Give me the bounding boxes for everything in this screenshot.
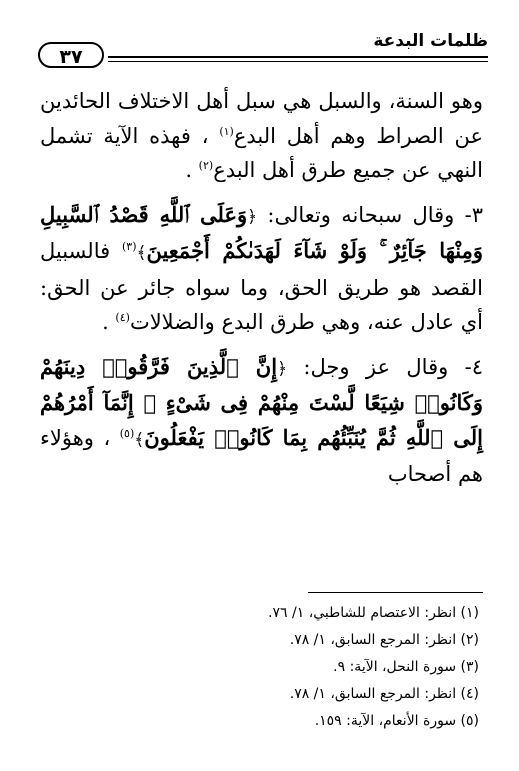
footnote-4: (٤) انظر: المرجع السابق، ١/ ٧٨. (289, 686, 479, 702)
quran-bracket-close: ﴾ (136, 243, 147, 263)
main-text (40, 84, 483, 492)
paragraph-3-intro: ٤- وقال عز وجل: (287, 354, 484, 379)
footnote-2: (٢) انظر: المرجع السابق، ١/ ٧٨. (289, 632, 479, 648)
footnote-1: (١) انظر: الاعتصام للشاطبي، ١/ ٧٦. (268, 605, 479, 621)
paragraph-2-end: . (102, 310, 116, 334)
footnote-separator (308, 592, 483, 593)
paragraph-1-end: . (185, 158, 199, 182)
header-rule-thin (108, 61, 488, 62)
paragraph-1-mid: ، فهذه الآية تشمل النهي عن جميع طرق أهل البدع (40, 123, 483, 182)
footnote-ref-3: (٣) (121, 240, 137, 253)
footnote-ref-4: (٤) (115, 311, 130, 324)
paragraph-1-text: وهو السنة، والسبل هي سبل أهل الاختلاف الحائدين عن الصراط وهم أهل البدع (40, 89, 483, 148)
header-rule (108, 56, 488, 58)
quran-bracket-close-2: ﴾ (134, 429, 145, 450)
paragraph-2-intro: ٣- وقال سبحانه وتعالى: (257, 202, 483, 227)
paragraph-3 (40, 350, 483, 492)
paragraph-2 (40, 198, 483, 340)
footnote-ref-5: (٥) (119, 426, 135, 440)
footnote-ref-2: (٢) (198, 159, 214, 172)
running-header (32, 30, 488, 70)
paragraph-2-rest: فالسبيل القصد هو طريق الحق، وما سواه جائر عن الحق: أي عادل عنه، وهي طرق البدع والضلالات (40, 239, 483, 334)
footnote-5: (٥) سورة الأنعام، الآية: ١٥٩. (314, 713, 479, 729)
footnote-3: (٣) سورة النحل، الآية: ٩. (333, 659, 479, 675)
footnote-ref-1: (١) (219, 124, 234, 138)
footnotes (39, 600, 479, 735)
running-title: ظلمات البدعة (373, 31, 488, 51)
quran-bracket-open: ﴿ (247, 206, 258, 227)
page-number: ٣٧ (38, 42, 104, 68)
quran-verse-1: وَعَلَى ٱللَّهِ قَصْدُ ٱلسَّبِيلِ وَمِنْهَا جَآئِرٌ ۚ وَلَوْ شَآءَ لَهَدَىٰكُمْ أَجْمَعِينَ (40, 201, 484, 263)
quran-bracket-open-2: ﴿ (277, 358, 288, 379)
paragraph-3-rest: ، وهؤلاء هم أصحاب (40, 425, 483, 486)
paragraph-1 (40, 84, 483, 188)
quran-verse-2: إِنَّ ٱلَّذِينَ فَرَّقُوا۟ دِينَهُمْ وَكَانُوا۟ شِيَعًا لَّسْتَ مِنْهُمْ فِى شَىْءٍ ۚ إِنَّمَآ أَمْرُهُمْ إِلَى ٱللَّهِ ثُمَّ يُنَبِّئُهُم بِمَا كَانُوا۟ يَفْعَلُونَ (40, 353, 483, 450)
